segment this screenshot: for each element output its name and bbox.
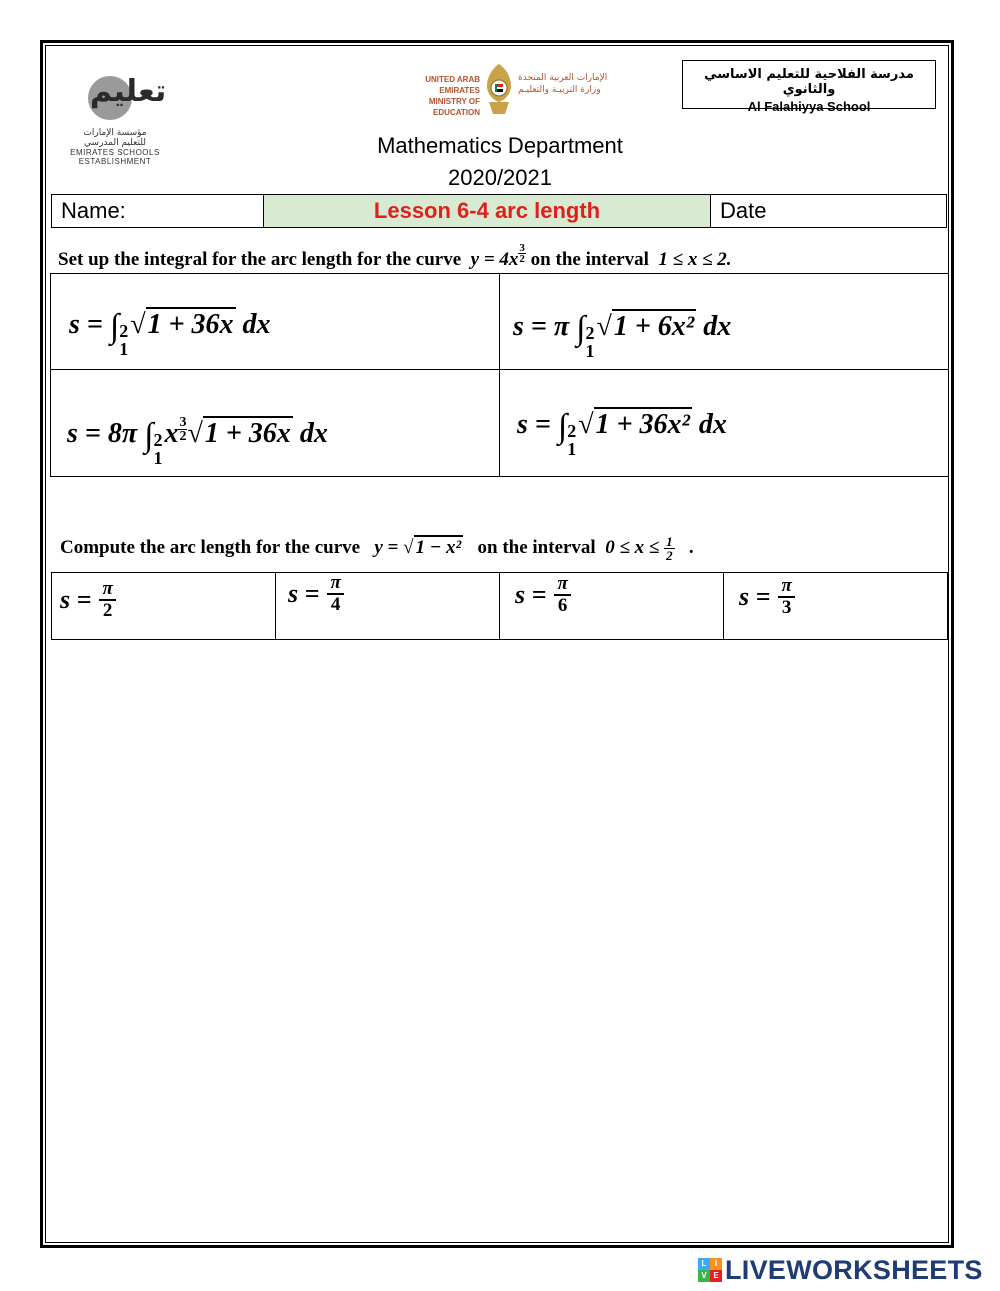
ans-3-num: π: [554, 574, 570, 596]
opt-a-lower: 1: [119, 339, 129, 359]
opt-d-suffix: dx: [691, 409, 727, 440]
opt-b-lower: 1: [585, 341, 595, 361]
opt-a-suffix: dx: [235, 309, 271, 340]
uae-emblem-icon: [483, 62, 515, 118]
opt-b-upper: 2: [585, 323, 595, 343]
lesson-title: Lesson 6-4 arc length: [264, 195, 711, 227]
logo-arabic-word: تعليم: [90, 74, 167, 109]
opt-d-upper: 2: [567, 421, 577, 441]
option-c[interactable]: [67, 416, 328, 467]
q2-end-period: .: [688, 536, 694, 558]
grid2-divider-3: [723, 573, 724, 639]
opt-c-exp-num: 3: [179, 415, 187, 430]
q1-curve-lhs: y = 4x: [470, 249, 519, 270]
ans-4-prefix: s =: [739, 582, 771, 611]
answer-pi-over-6[interactable]: [515, 574, 571, 616]
ans-1-fraction: [99, 579, 115, 621]
q1-exp-den: 2: [519, 253, 525, 265]
lw-icon-i: I: [710, 1258, 722, 1270]
ans-4-den: 3: [781, 597, 792, 618]
opt-b-radicand: 1 + 6x²: [613, 311, 695, 342]
sqrt-icon: √: [130, 309, 146, 340]
answer-pi-over-2[interactable]: [60, 579, 116, 621]
liveworksheets-logo: [698, 1255, 983, 1285]
liveworksheets-icon: [698, 1258, 722, 1282]
q2-curve-radicand: 1 − x²: [415, 536, 462, 558]
sqrt-icon: √: [187, 418, 203, 449]
question-2-answers-grid: [51, 572, 948, 640]
sqrt-icon: √: [403, 536, 414, 558]
opt-c-upper: 2: [153, 430, 163, 450]
school-name-english: Al Falahiyya School: [747, 99, 871, 114]
opt-c-factor: x: [164, 418, 179, 449]
lw-icon-e: E: [710, 1270, 722, 1282]
ministry-arabic: [518, 72, 613, 96]
q2-text: Compute the arc length for the curve: [60, 536, 361, 558]
school-name-arabic: مدرسة الفلاحية للتعليم الاساسي والثانوي: [704, 67, 914, 97]
ministry-en-line2: MINISTRY OF EDUCATION: [428, 97, 480, 117]
q2-interval-lhs: 0 ≤ x ≤: [605, 536, 660, 558]
opt-c-prefix: s = 8π: [67, 418, 145, 449]
logo-arabic-subtitle: مؤسسة الإمارات للتعليم المدرسي: [83, 128, 147, 148]
question-1-options-grid: [50, 273, 949, 477]
q1-curve: [470, 242, 526, 270]
sqrt-icon: √: [578, 409, 594, 440]
opt-a-radicand: 1 + 36x: [147, 309, 234, 340]
opt-c-lower: 1: [153, 448, 163, 468]
opt-d-radicand: 1 + 36x²: [595, 409, 690, 440]
date-label[interactable]: Date: [720, 198, 767, 223]
integral-sign-icon: ∫: [557, 408, 568, 445]
q1-interval: 1 ≤ x ≤ 2.: [658, 249, 732, 270]
grid1-divider-h: [51, 369, 948, 370]
opt-d-limits: [567, 422, 576, 458]
ans-1-prefix: s =: [60, 585, 92, 614]
ministry-english: [385, 74, 480, 118]
q1-exp-num: 3: [519, 242, 525, 254]
option-b[interactable]: [513, 310, 731, 360]
school-name-box: [682, 60, 936, 114]
ans-3-fraction: [554, 574, 570, 616]
option-d[interactable]: [517, 408, 727, 458]
grid1-divider-v: [499, 274, 500, 476]
q1-interval-text: on the interval: [530, 249, 649, 270]
opt-d-lower: 1: [567, 439, 577, 459]
ministry-ar-line2: وزارة التربيـة والتعليـم: [518, 85, 601, 95]
opt-c-limits: [153, 431, 162, 467]
liveworksheets-brand: LIVEWORKSHEETS: [725, 1254, 983, 1285]
question-1-prompt: [58, 243, 732, 271]
opt-b-prefix: s = π: [513, 311, 577, 342]
q2-interval-num: 1: [666, 534, 673, 549]
name-lesson-date-row: [51, 194, 947, 228]
integral-sign-icon: ∫: [144, 417, 154, 454]
opt-b-suffix: dx: [696, 311, 732, 342]
emirates-schools-logo: [70, 70, 167, 170]
q2-interval-den: 2: [666, 548, 673, 563]
ans-4-num: π: [778, 576, 794, 598]
opt-d-prefix: s =: [517, 409, 558, 440]
opt-c-radicand: 1 + 36x: [204, 418, 291, 449]
q2-curve-lhs: y =: [374, 536, 404, 558]
sqrt-icon: √: [596, 311, 612, 342]
ans-1-num: π: [99, 579, 115, 601]
q2-curve: [374, 535, 463, 558]
opt-a-prefix: s =: [69, 309, 110, 340]
ans-2-den: 4: [330, 594, 341, 615]
ans-2-fraction: [327, 573, 343, 615]
ans-3-prefix: s =: [515, 580, 547, 609]
ministry-ar-line1: الإمارات العربية المتحدة: [518, 73, 608, 83]
ans-3-den: 6: [557, 595, 568, 616]
answer-pi-over-4[interactable]: [288, 573, 344, 615]
name-label[interactable]: Name:: [52, 195, 264, 227]
opt-a-upper: 2: [119, 321, 129, 341]
integral-sign-icon: ∫: [109, 308, 120, 345]
opt-c-exp-den: 2: [179, 429, 187, 444]
grid2-divider-2: [499, 573, 500, 639]
opt-b-limits: [585, 324, 594, 360]
ministry-logo: [385, 62, 615, 122]
academic-year: 2020/2021: [448, 165, 552, 190]
q2-interval: [605, 534, 674, 563]
grid2-divider-1: [275, 573, 276, 639]
opt-a-limits: [119, 322, 128, 358]
ans-1-den: 2: [102, 600, 113, 621]
integral-sign-icon: ∫: [576, 310, 586, 347]
department-title: Mathematics Department: [377, 133, 623, 158]
ans-4-fraction: [778, 576, 794, 618]
q1-exponent: [518, 243, 526, 264]
lw-icon-l: L: [698, 1258, 710, 1270]
answer-pi-over-3[interactable]: [739, 576, 795, 618]
option-a[interactable]: [69, 308, 271, 358]
ans-2-prefix: s =: [288, 579, 320, 608]
ans-2-num: π: [327, 573, 343, 595]
opt-c-suffix: dx: [292, 418, 328, 449]
logo-english-subtitle: EMIRATES SCHOOLS ESTABLISHMENT: [70, 148, 160, 166]
q2-interval-text: on the interval: [477, 536, 596, 558]
q1-text: Set up the integral for the arc length for the curve: [58, 249, 462, 270]
question-2-prompt: [60, 535, 694, 562]
ministry-en-line1: UNITED ARAB EMIRATES: [425, 75, 480, 95]
q2-interval-fraction: [664, 535, 675, 562]
lw-icon-v: V: [698, 1270, 710, 1282]
